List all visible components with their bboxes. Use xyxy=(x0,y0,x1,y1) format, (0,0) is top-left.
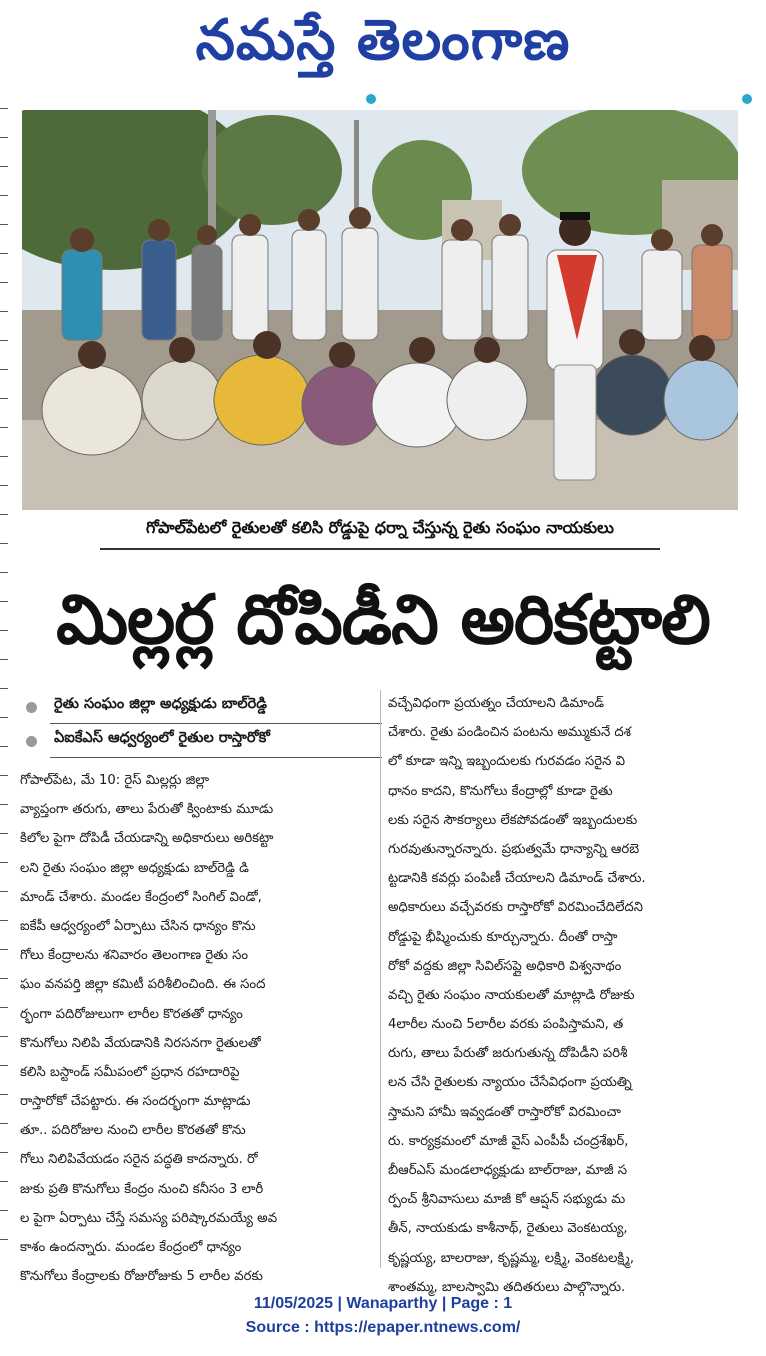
margin-tick xyxy=(0,804,8,805)
article-line: కాశం ఉందన్నారు. మండల కేంద్రంలో ధాన్యం xyxy=(20,1240,242,1255)
footer-date-edition: 11/05/2025 | Wanaparthy | Page : 1 xyxy=(253,1295,513,1312)
article-line: రు. కార్యక్రమంలో మాజీ వైస్ ఎంపీపీ చంద్రశేఖర్, xyxy=(388,1133,629,1149)
article-column-left xyxy=(20,766,372,1291)
article-line: వ్యాప్తంగా తరుగు, తాలు పేరుతో క్వింటాకు మూడు xyxy=(20,802,274,818)
margin-tick xyxy=(0,340,8,341)
margin-tick xyxy=(0,311,8,312)
masthead xyxy=(0,0,766,80)
article-line: లని రైతు సంఘం జిల్లా అధ్యక్షుడు బాల్‌రెడ్డి డి xyxy=(20,860,249,876)
margin-tick xyxy=(0,456,8,457)
subhead-bullets xyxy=(26,693,380,761)
article-line: జుకు ప్రతి కొనుగోలు కేంద్రం నుంచి కనీసం 3 లారీ xyxy=(20,1181,264,1197)
article-headline: మిల్లర్ల దోపిడీని అరికట్టాలి xyxy=(56,581,710,660)
footer-source-link[interactable]: Source : https://epaper.ntnews.com/ xyxy=(245,1319,521,1336)
bullet-icon xyxy=(26,736,37,747)
bullet-icon xyxy=(26,702,37,713)
column-divider xyxy=(380,690,381,1268)
article-line: ట్టడానికి కవర్లు పంపిణీ చేయాలని డిమాండ్ చేశారు. xyxy=(388,871,646,887)
margin-tick xyxy=(0,1036,8,1037)
margin-tick xyxy=(0,717,8,718)
margin-tick xyxy=(0,543,8,544)
photo-caption: గోపాల్‌పేటలో రైతులతో కలిసి రోడ్డుపై ధర్నా చేస్తున్న రైతు సంఘం నాయకులు xyxy=(146,518,614,537)
margin-tick xyxy=(0,1239,8,1240)
article-line: ఘం వనపర్తి జిల్లా కమిటీ పరిశీలించింది. ఈ సంద xyxy=(20,977,266,993)
article-line: ల పైగా ఏర్పాటు చేస్తే సమస్య పరిష్కారమయ్యే అవ xyxy=(20,1210,278,1226)
margin-tick xyxy=(0,514,8,515)
article-line: మాండ్ చేశారు. మండల కేంద్రంలో సింగిల్ విండో, xyxy=(20,889,262,905)
subhead-bullet xyxy=(26,727,380,761)
article-line: గోలు కేంద్రాలను శనివారం తెలంగాణ రైతు సం xyxy=(20,948,249,964)
margin-ticks xyxy=(0,108,14,1278)
article-line: అధికారులు వచ్చేవరకు రాస్తారోకో విరమించేదిలేదని xyxy=(388,900,643,916)
margin-tick xyxy=(0,891,8,892)
margin-tick xyxy=(0,427,8,428)
margin-tick xyxy=(0,108,8,109)
article-line: గురవుతున్నారన్నారు. ప్రభుత్వమే ధాన్యాన్ని ఆరబె xyxy=(388,841,640,857)
article-line: కృష్ణయ్య, బాలరాజు, కృష్ణమ్మ, లక్ష్మి, వెంకటలక్ష్మి, xyxy=(388,1250,635,1266)
article-line: కొనుగోలు కేంద్రాలకు రోజురోజుకు 5 లారీల వరకు xyxy=(20,1269,263,1285)
margin-tick xyxy=(0,398,8,399)
margin-tick xyxy=(0,1065,8,1066)
margin-tick xyxy=(0,282,8,283)
margin-tick xyxy=(0,485,8,486)
margin-tick xyxy=(0,1152,8,1153)
margin-tick xyxy=(0,1181,8,1182)
margin-tick xyxy=(0,166,8,167)
margin-tick xyxy=(0,833,8,834)
article-line: శాంతమ్మ, బాలస్వామి తదితరులు పాల్గొన్నారు. xyxy=(388,1279,626,1295)
margin-tick xyxy=(0,137,8,138)
article-line: రోకో వద్దకు జిల్లా సివిల్‌సప్లై అధికారి విశ్వనాథం xyxy=(388,958,622,974)
article-line: రోడ్డుపై భీష్మించుకు కూర్చున్నారు. దీంతో రాస్తా xyxy=(388,929,618,945)
margin-tick xyxy=(0,630,8,631)
margin-tick xyxy=(0,978,8,979)
margin-tick xyxy=(0,746,8,747)
article-line: రుగు, తాలు పేరుతో జరుగుతున్న దోపిడీని పరిశీ xyxy=(388,1046,628,1062)
margin-tick xyxy=(0,369,8,370)
bullet-underline xyxy=(50,723,382,724)
article-line: రాస్తారోకో చేపట్టారు. ఈ సందర్భంగా మాట్లాడు xyxy=(20,1094,251,1110)
margin-tick xyxy=(0,572,8,573)
margin-tick xyxy=(0,659,8,660)
margin-tick xyxy=(0,253,8,254)
margin-tick xyxy=(0,949,8,950)
article-line: లన చేసి రైతులకు న్యాయం చేసేవిధంగా ప్రయత్ని xyxy=(388,1075,632,1091)
margin-tick xyxy=(0,688,8,689)
article-line: లో కూడా ఇన్ని ఇబ్బందులకు గురవడం సరైన వి xyxy=(388,754,625,770)
article-column-right xyxy=(388,689,744,1302)
article-line: కిలోల పైగా దోపిడీ చేయడాన్ని అధికారులు అరికట్టా xyxy=(20,831,274,847)
margin-tick xyxy=(0,862,8,863)
article-line: వచ్చేవిధంగా ప్రయత్నం చేయాలని డిమాండ్ xyxy=(388,696,605,711)
article-line: 4లారీల నుంచి 5లారీల వరకు పంపిస్తామని, త xyxy=(388,1017,624,1033)
protest-photo-illustration xyxy=(22,110,738,510)
caption-divider xyxy=(100,548,660,550)
margin-tick xyxy=(0,601,8,602)
article-line: ర్పంచ్ శ్రీనివాసులు మాజీ కో ఆప్షన్ సభ్యుడు మ xyxy=(388,1192,626,1208)
decor-dot-icon xyxy=(742,94,752,104)
article-line: ర్భంగా పదిరోజులుగా లారీల కొరతతో ధాన్యం xyxy=(20,1006,243,1022)
margin-tick xyxy=(0,920,8,921)
article-line: తూ.. పదిరోజుల నుంచి లారీల కొరతతో కొను xyxy=(20,1123,246,1139)
article-line: చేశారు. రైతు పండించిన పంటను అమ్ముకునే దశ xyxy=(388,725,631,741)
margin-tick xyxy=(0,1094,8,1095)
article-line: తీన్, నాయకుడు కాశీనాథ్, రైతులు వెంకటయ్య, xyxy=(388,1221,628,1237)
bullet-underline xyxy=(50,757,382,758)
subhead-bullet xyxy=(26,693,380,727)
page-footer xyxy=(0,1292,766,1340)
decor-dot-icon xyxy=(366,94,376,104)
margin-tick xyxy=(0,1210,8,1211)
margin-tick xyxy=(0,775,8,776)
article-line: బీఆర్‌ఎస్ మండలాధ్యక్షుడు బాల్‌రాజు, మాజీ స xyxy=(388,1163,628,1178)
newspaper-logo: నమస్తే తెలంగాణ xyxy=(195,8,571,73)
article-line: ధానం కాదని, కొనుగోలు కేంద్రాల్లో కూడా రైతు xyxy=(388,783,613,799)
article-line: ఐకేపీ ఆధ్వర్యంలో ఏర్పాటు చేసిన ధాన్యం కొను xyxy=(20,918,256,934)
margin-tick xyxy=(0,1007,8,1008)
margin-tick xyxy=(0,1123,8,1124)
article-line: కొనుగోలు నిలిపి వేయడానికి నిరసనగా రైతులతో xyxy=(20,1035,261,1051)
margin-tick xyxy=(0,224,8,225)
article-line: స్తామని హామీ ఇవ్వడంతో రాస్తారోకో విరమించా xyxy=(388,1104,621,1120)
article-line: గోలు నిలిపివేయడం సరైన పద్ధతి కాదన్నారు. రో xyxy=(20,1152,258,1168)
article-line: వచ్చి రైతు సంఘం నాయకులతో మాట్లాడి రోజుకు xyxy=(388,987,635,1003)
news-photo xyxy=(22,110,738,510)
subhead-text: రైతు సంఘం జిల్లా అధ్యక్షుడు బాల్‌రెడ్డి xyxy=(54,696,267,712)
subhead-text: ఏఐకేఎస్ ఆధ్వర్యంలో రైతుల రాస్తారోకో xyxy=(54,730,270,746)
article-line: గోపాల్‌పేట, మే 10: రైస్ మిల్లర్లు జిల్లా xyxy=(20,773,210,788)
article-line: కలిసి బస్టాండ్ సమీపంలో ప్రధాన రహదారిపై xyxy=(20,1064,240,1080)
margin-tick xyxy=(0,195,8,196)
article-line: లకు సరైన సౌకర్యాలు లేకపోవడంతో ఇబ్బందులకు xyxy=(388,812,638,828)
